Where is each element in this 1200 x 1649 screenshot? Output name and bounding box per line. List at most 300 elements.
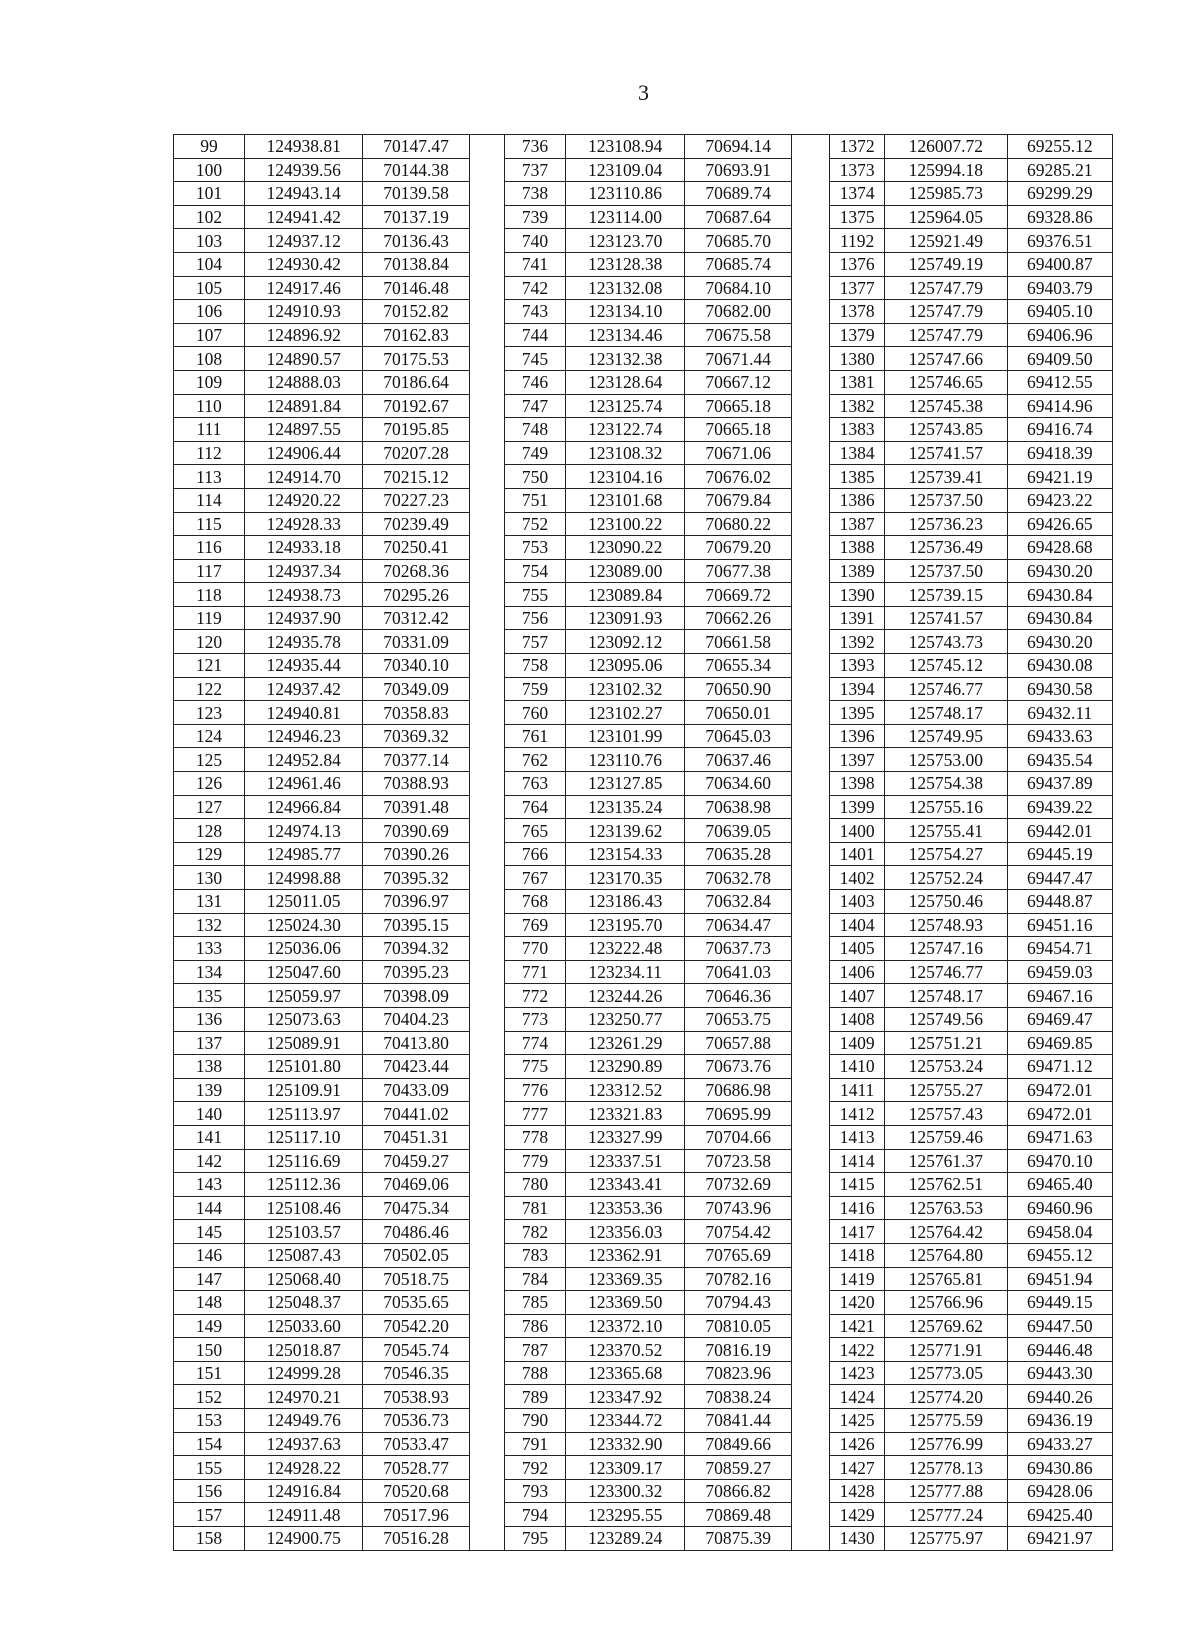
x-coordinate-a: 124891.84: [244, 394, 363, 418]
point-number-c: 1377: [830, 276, 885, 300]
x-coordinate-b: 123114.00: [565, 205, 685, 229]
y-coordinate-b: 70675.58: [685, 323, 791, 347]
y-coordinate-c: 69448.87: [1007, 890, 1112, 914]
x-coordinate-a: 125112.36: [244, 1173, 363, 1197]
x-coordinate-c: 125748.17: [884, 701, 1007, 725]
point-number-a: 127: [174, 795, 245, 819]
x-coordinate-a: 124897.55: [244, 418, 363, 442]
x-coordinate-c: 125747.79: [884, 323, 1007, 347]
x-coordinate-b: 123132.38: [565, 347, 685, 371]
x-coordinate-c: 125741.57: [884, 606, 1007, 630]
y-coordinate-c: 69255.12: [1007, 135, 1112, 159]
column-separator: [791, 984, 829, 1008]
column-separator: [469, 583, 504, 607]
x-coordinate-c: 125769.62: [884, 1314, 1007, 1338]
x-coordinate-b: 123290.89: [565, 1055, 685, 1079]
y-coordinate-a: 70459.27: [363, 1149, 469, 1173]
y-coordinate-b: 70869.48: [685, 1503, 791, 1527]
point-number-c: 1400: [830, 819, 885, 843]
point-number-c: 1402: [830, 866, 885, 890]
column-separator: [469, 1243, 504, 1267]
column-separator: [469, 1031, 504, 1055]
y-coordinate-a: 70396.97: [363, 890, 469, 914]
y-coordinate-c: 69412.55: [1007, 370, 1112, 394]
x-coordinate-c: 125737.50: [884, 488, 1007, 512]
x-coordinate-b: 123195.70: [565, 913, 685, 937]
column-separator: [469, 1125, 504, 1149]
y-coordinate-c: 69414.96: [1007, 394, 1112, 418]
column-separator: [791, 1361, 829, 1385]
point-number-c: 1396: [830, 724, 885, 748]
x-coordinate-b: 123222.48: [565, 937, 685, 961]
point-number-a: 150: [174, 1338, 245, 1362]
x-coordinate-b: 123092.12: [565, 630, 685, 654]
y-coordinate-a: 70295.26: [363, 583, 469, 607]
y-coordinate-c: 69458.04: [1007, 1220, 1112, 1244]
y-coordinate-c: 69433.27: [1007, 1432, 1112, 1456]
column-separator: [469, 724, 504, 748]
y-coordinate-b: 70679.20: [685, 536, 791, 560]
point-number-a: 107: [174, 323, 245, 347]
table-row: [174, 1125, 1113, 1149]
y-coordinate-c: 69449.15: [1007, 1291, 1112, 1315]
column-separator: [791, 418, 829, 442]
table-row: [174, 135, 1113, 159]
y-coordinate-c: 69460.96: [1007, 1196, 1112, 1220]
point-number-b: 763: [505, 772, 566, 796]
y-coordinate-a: 70469.06: [363, 1173, 469, 1197]
column-separator: [791, 795, 829, 819]
y-coordinate-b: 70645.03: [685, 724, 791, 748]
point-number-c: 1418: [830, 1243, 885, 1267]
point-number-a: 128: [174, 819, 245, 843]
x-coordinate-a: 124938.81: [244, 135, 363, 159]
column-separator: [791, 1267, 829, 1291]
x-coordinate-b: 123347.92: [565, 1385, 685, 1409]
point-number-b: 768: [505, 890, 566, 914]
y-coordinate-c: 69443.30: [1007, 1361, 1112, 1385]
y-coordinate-b: 70650.01: [685, 701, 791, 725]
y-coordinate-b: 70838.24: [685, 1385, 791, 1409]
point-number-a: 139: [174, 1078, 245, 1102]
column-separator: [791, 158, 829, 182]
x-coordinate-a: 125047.60: [244, 960, 363, 984]
y-coordinate-a: 70502.05: [363, 1243, 469, 1267]
y-coordinate-a: 70136.43: [363, 229, 469, 253]
y-coordinate-c: 69459.03: [1007, 960, 1112, 984]
x-coordinate-b: 123261.29: [565, 1031, 685, 1055]
y-coordinate-c: 69446.48: [1007, 1338, 1112, 1362]
x-coordinate-a: 124910.93: [244, 300, 363, 324]
point-number-b: 791: [505, 1432, 566, 1456]
point-number-c: 1401: [830, 842, 885, 866]
point-number-a: 103: [174, 229, 245, 253]
y-coordinate-b: 70632.84: [685, 890, 791, 914]
column-separator: [791, 772, 829, 796]
x-coordinate-a: 124935.78: [244, 630, 363, 654]
column-separator: [469, 418, 504, 442]
y-coordinate-c: 69440.26: [1007, 1385, 1112, 1409]
x-coordinate-a: 124916.84: [244, 1479, 363, 1503]
x-coordinate-c: 125746.65: [884, 370, 1007, 394]
table-row: [174, 1385, 1113, 1409]
y-coordinate-c: 69403.79: [1007, 276, 1112, 300]
y-coordinate-a: 70340.10: [363, 654, 469, 678]
x-coordinate-a: 124974.13: [244, 819, 363, 843]
y-coordinate-c: 69416.74: [1007, 418, 1112, 442]
y-coordinate-a: 70175.53: [363, 347, 469, 371]
y-coordinate-b: 70823.96: [685, 1361, 791, 1385]
y-coordinate-a: 70192.67: [363, 394, 469, 418]
y-coordinate-a: 70395.32: [363, 866, 469, 890]
x-coordinate-a: 124930.42: [244, 252, 363, 276]
y-coordinate-c: 69451.16: [1007, 913, 1112, 937]
point-number-c: 1385: [830, 465, 885, 489]
point-number-b: 744: [505, 323, 566, 347]
y-coordinate-a: 70535.65: [363, 1291, 469, 1315]
y-coordinate-a: 70215.12: [363, 465, 469, 489]
point-number-b: 783: [505, 1243, 566, 1267]
x-coordinate-c: 125745.12: [884, 654, 1007, 678]
x-coordinate-a: 125011.05: [244, 890, 363, 914]
x-coordinate-c: 125777.24: [884, 1503, 1007, 1527]
point-number-a: 146: [174, 1243, 245, 1267]
y-coordinate-b: 70632.78: [685, 866, 791, 890]
x-coordinate-b: 123110.76: [565, 748, 685, 772]
x-coordinate-c: 125778.13: [884, 1456, 1007, 1480]
table-row: [174, 1527, 1113, 1551]
y-coordinate-a: 70394.32: [363, 937, 469, 961]
table-row: [174, 347, 1113, 371]
column-separator: [469, 182, 504, 206]
point-number-c: 1410: [830, 1055, 885, 1079]
x-coordinate-b: 123244.26: [565, 984, 685, 1008]
column-separator: [469, 370, 504, 394]
table-row: [174, 1361, 1113, 1385]
point-number-b: 758: [505, 654, 566, 678]
point-number-c: 1422: [830, 1338, 885, 1362]
y-coordinate-c: 69467.16: [1007, 984, 1112, 1008]
x-coordinate-c: 125775.59: [884, 1409, 1007, 1433]
x-coordinate-c: 126007.72: [884, 135, 1007, 159]
table-row: [174, 724, 1113, 748]
coordinates-table: [173, 134, 1113, 1551]
point-number-b: 751: [505, 488, 566, 512]
y-coordinate-c: 69430.58: [1007, 677, 1112, 701]
x-coordinate-b: 123295.55: [565, 1503, 685, 1527]
point-number-b: 766: [505, 842, 566, 866]
x-coordinate-c: 125749.19: [884, 252, 1007, 276]
table-row: [174, 276, 1113, 300]
column-separator: [469, 890, 504, 914]
y-coordinate-b: 70695.99: [685, 1102, 791, 1126]
point-number-b: 740: [505, 229, 566, 253]
point-number-b: 736: [505, 135, 566, 159]
y-coordinate-a: 70390.26: [363, 842, 469, 866]
point-number-b: 771: [505, 960, 566, 984]
point-number-b: 784: [505, 1267, 566, 1291]
y-coordinate-c: 69430.08: [1007, 654, 1112, 678]
column-separator: [791, 913, 829, 937]
column-separator: [469, 300, 504, 324]
y-coordinate-b: 70634.47: [685, 913, 791, 937]
point-number-c: 1424: [830, 1385, 885, 1409]
x-coordinate-c: 125746.77: [884, 960, 1007, 984]
x-coordinate-c: 125754.27: [884, 842, 1007, 866]
y-coordinate-c: 69423.22: [1007, 488, 1112, 512]
column-separator: [791, 347, 829, 371]
column-separator: [469, 205, 504, 229]
y-coordinate-c: 69400.87: [1007, 252, 1112, 276]
column-separator: [791, 1220, 829, 1244]
x-coordinate-a: 124937.12: [244, 229, 363, 253]
table-row: [174, 559, 1113, 583]
y-coordinate-b: 70875.39: [685, 1527, 791, 1551]
point-number-a: 99: [174, 135, 245, 159]
column-separator: [791, 394, 829, 418]
point-number-c: 1374: [830, 182, 885, 206]
point-number-a: 112: [174, 441, 245, 465]
y-coordinate-a: 70516.28: [363, 1527, 469, 1551]
point-number-b: 738: [505, 182, 566, 206]
point-number-b: 788: [505, 1361, 566, 1385]
y-coordinate-a: 70349.09: [363, 677, 469, 701]
y-coordinate-c: 69421.97: [1007, 1527, 1112, 1551]
y-coordinate-c: 69430.20: [1007, 559, 1112, 583]
y-coordinate-b: 70673.76: [685, 1055, 791, 1079]
x-coordinate-b: 123234.11: [565, 960, 685, 984]
x-coordinate-a: 124937.42: [244, 677, 363, 701]
table-row: [174, 1409, 1113, 1433]
y-coordinate-c: 69451.94: [1007, 1267, 1112, 1291]
y-coordinate-a: 70358.83: [363, 701, 469, 725]
point-number-a: 120: [174, 630, 245, 654]
y-coordinate-b: 70686.98: [685, 1078, 791, 1102]
x-coordinate-b: 123123.70: [565, 229, 685, 253]
x-coordinate-a: 124890.57: [244, 347, 363, 371]
y-coordinate-a: 70391.48: [363, 795, 469, 819]
y-coordinate-a: 70331.09: [363, 630, 469, 654]
table-row: [174, 630, 1113, 654]
column-separator: [791, 1338, 829, 1362]
x-coordinate-c: 125964.05: [884, 205, 1007, 229]
column-separator: [791, 724, 829, 748]
x-coordinate-c: 125994.18: [884, 158, 1007, 182]
table-row: [174, 1196, 1113, 1220]
table-row: [174, 1031, 1113, 1055]
y-coordinate-c: 69328.86: [1007, 205, 1112, 229]
point-number-b: 769: [505, 913, 566, 937]
y-coordinate-c: 69299.29: [1007, 182, 1112, 206]
column-separator: [469, 842, 504, 866]
table-row: [174, 1243, 1113, 1267]
point-number-a: 121: [174, 654, 245, 678]
y-coordinate-b: 70794.43: [685, 1291, 791, 1315]
x-coordinate-a: 124941.42: [244, 205, 363, 229]
point-number-c: 1426: [830, 1432, 885, 1456]
x-coordinate-c: 125763.53: [884, 1196, 1007, 1220]
point-number-c: 1379: [830, 323, 885, 347]
x-coordinate-b: 123186.43: [565, 890, 685, 914]
table-row: [174, 300, 1113, 324]
y-coordinate-a: 70546.35: [363, 1361, 469, 1385]
y-coordinate-a: 70538.93: [363, 1385, 469, 1409]
point-number-a: 142: [174, 1149, 245, 1173]
table-row: [174, 842, 1113, 866]
column-separator: [791, 583, 829, 607]
table-row: [174, 866, 1113, 890]
table-row: [174, 465, 1113, 489]
x-coordinate-c: 125749.95: [884, 724, 1007, 748]
point-number-c: 1399: [830, 795, 885, 819]
x-coordinate-b: 123369.50: [565, 1291, 685, 1315]
y-coordinate-a: 70152.82: [363, 300, 469, 324]
point-number-a: 119: [174, 606, 245, 630]
x-coordinate-c: 125755.27: [884, 1078, 1007, 1102]
y-coordinate-c: 69436.19: [1007, 1409, 1112, 1433]
table-row: [174, 984, 1113, 1008]
point-number-b: 753: [505, 536, 566, 560]
point-number-b: 737: [505, 158, 566, 182]
column-separator: [791, 1503, 829, 1527]
y-coordinate-a: 70390.69: [363, 819, 469, 843]
column-separator: [791, 842, 829, 866]
y-coordinate-a: 70517.96: [363, 1503, 469, 1527]
y-coordinate-b: 70682.00: [685, 300, 791, 324]
x-coordinate-a: 124966.84: [244, 795, 363, 819]
column-separator: [791, 1149, 829, 1173]
column-separator: [469, 323, 504, 347]
y-coordinate-a: 70395.15: [363, 913, 469, 937]
point-number-c: 1394: [830, 677, 885, 701]
x-coordinate-b: 123110.86: [565, 182, 685, 206]
table-row: [174, 1173, 1113, 1197]
y-coordinate-a: 70441.02: [363, 1102, 469, 1126]
x-coordinate-a: 125101.80: [244, 1055, 363, 1079]
column-separator: [469, 1527, 504, 1551]
column-separator: [469, 606, 504, 630]
point-number-c: 1373: [830, 158, 885, 182]
x-coordinate-c: 125773.05: [884, 1361, 1007, 1385]
point-number-c: 1421: [830, 1314, 885, 1338]
point-number-c: 1427: [830, 1456, 885, 1480]
table-row: [174, 1456, 1113, 1480]
point-number-b: 762: [505, 748, 566, 772]
table-row: [174, 772, 1113, 796]
column-separator: [469, 1149, 504, 1173]
point-number-a: 136: [174, 1007, 245, 1031]
table-row: [174, 1314, 1113, 1338]
column-separator: [791, 488, 829, 512]
y-coordinate-b: 70743.96: [685, 1196, 791, 1220]
x-coordinate-c: 125743.73: [884, 630, 1007, 654]
x-coordinate-b: 123125.74: [565, 394, 685, 418]
y-coordinate-a: 70545.74: [363, 1338, 469, 1362]
column-separator: [791, 1102, 829, 1126]
x-coordinate-c: 125774.20: [884, 1385, 1007, 1409]
x-coordinate-a: 125087.43: [244, 1243, 363, 1267]
x-coordinate-c: 125747.16: [884, 937, 1007, 961]
point-number-b: 775: [505, 1055, 566, 1079]
x-coordinate-b: 123122.74: [565, 418, 685, 442]
y-coordinate-b: 70677.38: [685, 559, 791, 583]
y-coordinate-c: 69425.40: [1007, 1503, 1112, 1527]
table-row: [174, 960, 1113, 984]
column-separator: [469, 937, 504, 961]
y-coordinate-a: 70312.42: [363, 606, 469, 630]
point-number-b: 754: [505, 559, 566, 583]
point-number-a: 130: [174, 866, 245, 890]
x-coordinate-b: 123100.22: [565, 512, 685, 536]
point-number-b: 793: [505, 1479, 566, 1503]
y-coordinate-b: 70669.72: [685, 583, 791, 607]
y-coordinate-c: 69455.12: [1007, 1243, 1112, 1267]
x-coordinate-a: 124920.22: [244, 488, 363, 512]
y-coordinate-c: 69435.54: [1007, 748, 1112, 772]
y-coordinate-c: 69430.86: [1007, 1456, 1112, 1480]
point-number-b: 764: [505, 795, 566, 819]
column-separator: [469, 347, 504, 371]
column-separator: [791, 1243, 829, 1267]
y-coordinate-c: 69428.06: [1007, 1479, 1112, 1503]
column-separator: [469, 701, 504, 725]
x-coordinate-c: 125753.00: [884, 748, 1007, 772]
table-row: [174, 1220, 1113, 1244]
y-coordinate-b: 70694.14: [685, 135, 791, 159]
y-coordinate-c: 69426.65: [1007, 512, 1112, 536]
column-separator: [791, 536, 829, 560]
point-number-c: 1388: [830, 536, 885, 560]
y-coordinate-b: 70859.27: [685, 1456, 791, 1480]
table-row: [174, 1338, 1113, 1362]
y-coordinate-a: 70146.48: [363, 276, 469, 300]
column-separator: [791, 654, 829, 678]
y-coordinate-c: 69469.85: [1007, 1031, 1112, 1055]
point-number-b: 785: [505, 1291, 566, 1315]
point-number-c: 1380: [830, 347, 885, 371]
x-coordinate-a: 124970.21: [244, 1385, 363, 1409]
point-number-a: 140: [174, 1102, 245, 1126]
y-coordinate-c: 69442.01: [1007, 819, 1112, 843]
x-coordinate-b: 123332.90: [565, 1432, 685, 1456]
y-coordinate-c: 69469.47: [1007, 1007, 1112, 1031]
x-coordinate-a: 125036.06: [244, 937, 363, 961]
y-coordinate-b: 70639.05: [685, 819, 791, 843]
y-coordinate-a: 70486.46: [363, 1220, 469, 1244]
point-number-a: 131: [174, 890, 245, 914]
table-row: [174, 370, 1113, 394]
table-row: [174, 937, 1113, 961]
x-coordinate-c: 125755.41: [884, 819, 1007, 843]
x-coordinate-c: 125750.46: [884, 890, 1007, 914]
point-number-b: 750: [505, 465, 566, 489]
column-separator: [469, 677, 504, 701]
y-coordinate-b: 70637.73: [685, 937, 791, 961]
y-coordinate-b: 70765.69: [685, 1243, 791, 1267]
table-row: [174, 1503, 1113, 1527]
point-number-c: 1416: [830, 1196, 885, 1220]
y-coordinate-b: 70849.66: [685, 1432, 791, 1456]
point-number-a: 143: [174, 1173, 245, 1197]
x-coordinate-a: 124911.48: [244, 1503, 363, 1527]
y-coordinate-b: 70782.16: [685, 1267, 791, 1291]
x-coordinate-c: 125749.56: [884, 1007, 1007, 1031]
column-separator: [469, 158, 504, 182]
x-coordinate-a: 124937.90: [244, 606, 363, 630]
y-coordinate-c: 69433.63: [1007, 724, 1112, 748]
point-number-c: 1384: [830, 441, 885, 465]
point-number-c: 1192: [830, 229, 885, 253]
